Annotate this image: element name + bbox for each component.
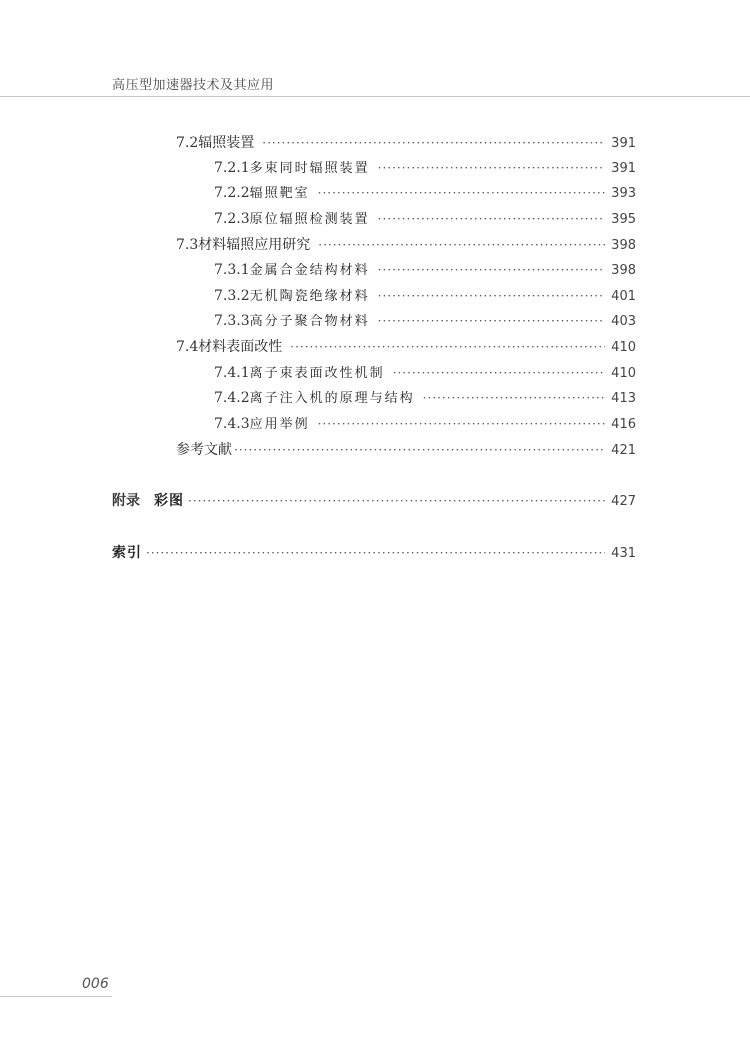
toc-entry-7-3-1[interactable] bbox=[214, 259, 636, 281]
toc-number: 7.4.1 bbox=[214, 365, 250, 381]
toc-number: 附录 bbox=[112, 493, 140, 509]
toc-page: 416 bbox=[611, 417, 636, 432]
toc-number: 7.2.3 bbox=[214, 211, 250, 227]
leader-dots bbox=[188, 490, 605, 512]
toc-page: 413 bbox=[611, 391, 636, 406]
toc-entry-index[interactable] bbox=[112, 542, 636, 564]
toc-entry-references[interactable] bbox=[176, 439, 636, 461]
toc-entry-7-3-3[interactable] bbox=[214, 310, 636, 332]
toc-title: 辐照靶室 bbox=[249, 186, 310, 201]
toc-title: 离子束表面改性机制 bbox=[249, 366, 385, 381]
leader-dots bbox=[318, 182, 606, 204]
toc-title: 应用举例 bbox=[249, 417, 310, 432]
toc-page: 421 bbox=[611, 443, 636, 458]
toc-entry-7-2-2[interactable] bbox=[214, 182, 636, 204]
leader-dots bbox=[378, 259, 606, 281]
toc-title: 彩图 bbox=[154, 493, 184, 509]
leader-dots bbox=[262, 132, 605, 154]
toc-page: 410 bbox=[611, 366, 636, 381]
toc-entry-appendix[interactable] bbox=[112, 490, 636, 512]
leader-dots bbox=[393, 362, 606, 384]
page-number: 006 bbox=[82, 976, 109, 992]
toc-title: 多束同时辐照装置 bbox=[249, 161, 370, 176]
leader-dots bbox=[146, 542, 605, 564]
toc-number: 7.4.3 bbox=[214, 416, 250, 432]
toc-title: 无机陶瓷绝缘材料 bbox=[249, 289, 370, 304]
toc-page: 427 bbox=[611, 494, 636, 509]
toc-number: 7.3.3 bbox=[214, 313, 250, 329]
leader-dots bbox=[318, 234, 605, 256]
leader-dots bbox=[318, 413, 606, 435]
toc-number: 7.3.1 bbox=[214, 262, 250, 278]
toc-entry-7-2-1[interactable] bbox=[214, 157, 636, 179]
toc-number: 7.4.2 bbox=[214, 390, 250, 406]
toc-page: 391 bbox=[611, 136, 636, 151]
toc-title: 索引 bbox=[112, 545, 142, 561]
toc-entry-7-2[interactable] bbox=[176, 132, 636, 154]
toc-entry-7-4-3[interactable] bbox=[214, 413, 636, 435]
toc-title: 材料辐照应用研究 bbox=[198, 237, 311, 253]
leader-dots bbox=[378, 310, 606, 332]
toc-number: 7.2.1 bbox=[214, 160, 250, 176]
toc-title: 高分子聚合物材料 bbox=[249, 314, 370, 329]
leader-dots bbox=[378, 157, 606, 179]
toc-page: 393 bbox=[611, 186, 636, 201]
toc-title: 材料表面改性 bbox=[198, 339, 283, 355]
toc-page: 431 bbox=[611, 546, 636, 561]
running-head: 高压型加速器技术及其应用 bbox=[112, 78, 275, 93]
toc-entry-7-4-1[interactable] bbox=[214, 362, 636, 384]
toc-number: 7.4 bbox=[176, 339, 199, 355]
toc-page: 410 bbox=[611, 340, 636, 355]
toc-title: 金属合金结构材料 bbox=[249, 263, 370, 278]
leader-dots bbox=[423, 387, 606, 409]
toc-page: 398 bbox=[611, 263, 636, 278]
leader-dots bbox=[234, 439, 605, 461]
toc-entry-7-2-3[interactable] bbox=[214, 208, 636, 230]
toc-title: 离子注入机的原理与结构 bbox=[249, 391, 415, 406]
toc-title: 原位辐照检测装置 bbox=[249, 212, 370, 227]
toc-page: 403 bbox=[611, 314, 636, 329]
leader-dots bbox=[378, 285, 606, 307]
toc-title: 参考文献 bbox=[176, 442, 232, 458]
toc-number: 7.3 bbox=[176, 237, 199, 253]
toc-title: 辐照装置 bbox=[198, 135, 255, 151]
toc-number: 7.2 bbox=[176, 135, 199, 151]
leader-dots bbox=[378, 208, 606, 230]
toc-entry-7-3[interactable] bbox=[176, 234, 636, 256]
toc-entry-7-3-2[interactable] bbox=[214, 285, 636, 307]
footer-rule bbox=[0, 996, 112, 997]
leader-dots bbox=[290, 336, 605, 358]
toc-number: 7.3.2 bbox=[214, 288, 250, 304]
toc-page: 401 bbox=[611, 289, 636, 304]
toc-entry-7-4[interactable] bbox=[176, 336, 636, 358]
toc-entry-7-4-2[interactable] bbox=[214, 387, 636, 409]
toc-number: 7.2.2 bbox=[214, 185, 250, 201]
toc-page: 398 bbox=[611, 238, 636, 253]
toc-page: 395 bbox=[611, 212, 636, 227]
toc-page: 391 bbox=[611, 161, 636, 176]
